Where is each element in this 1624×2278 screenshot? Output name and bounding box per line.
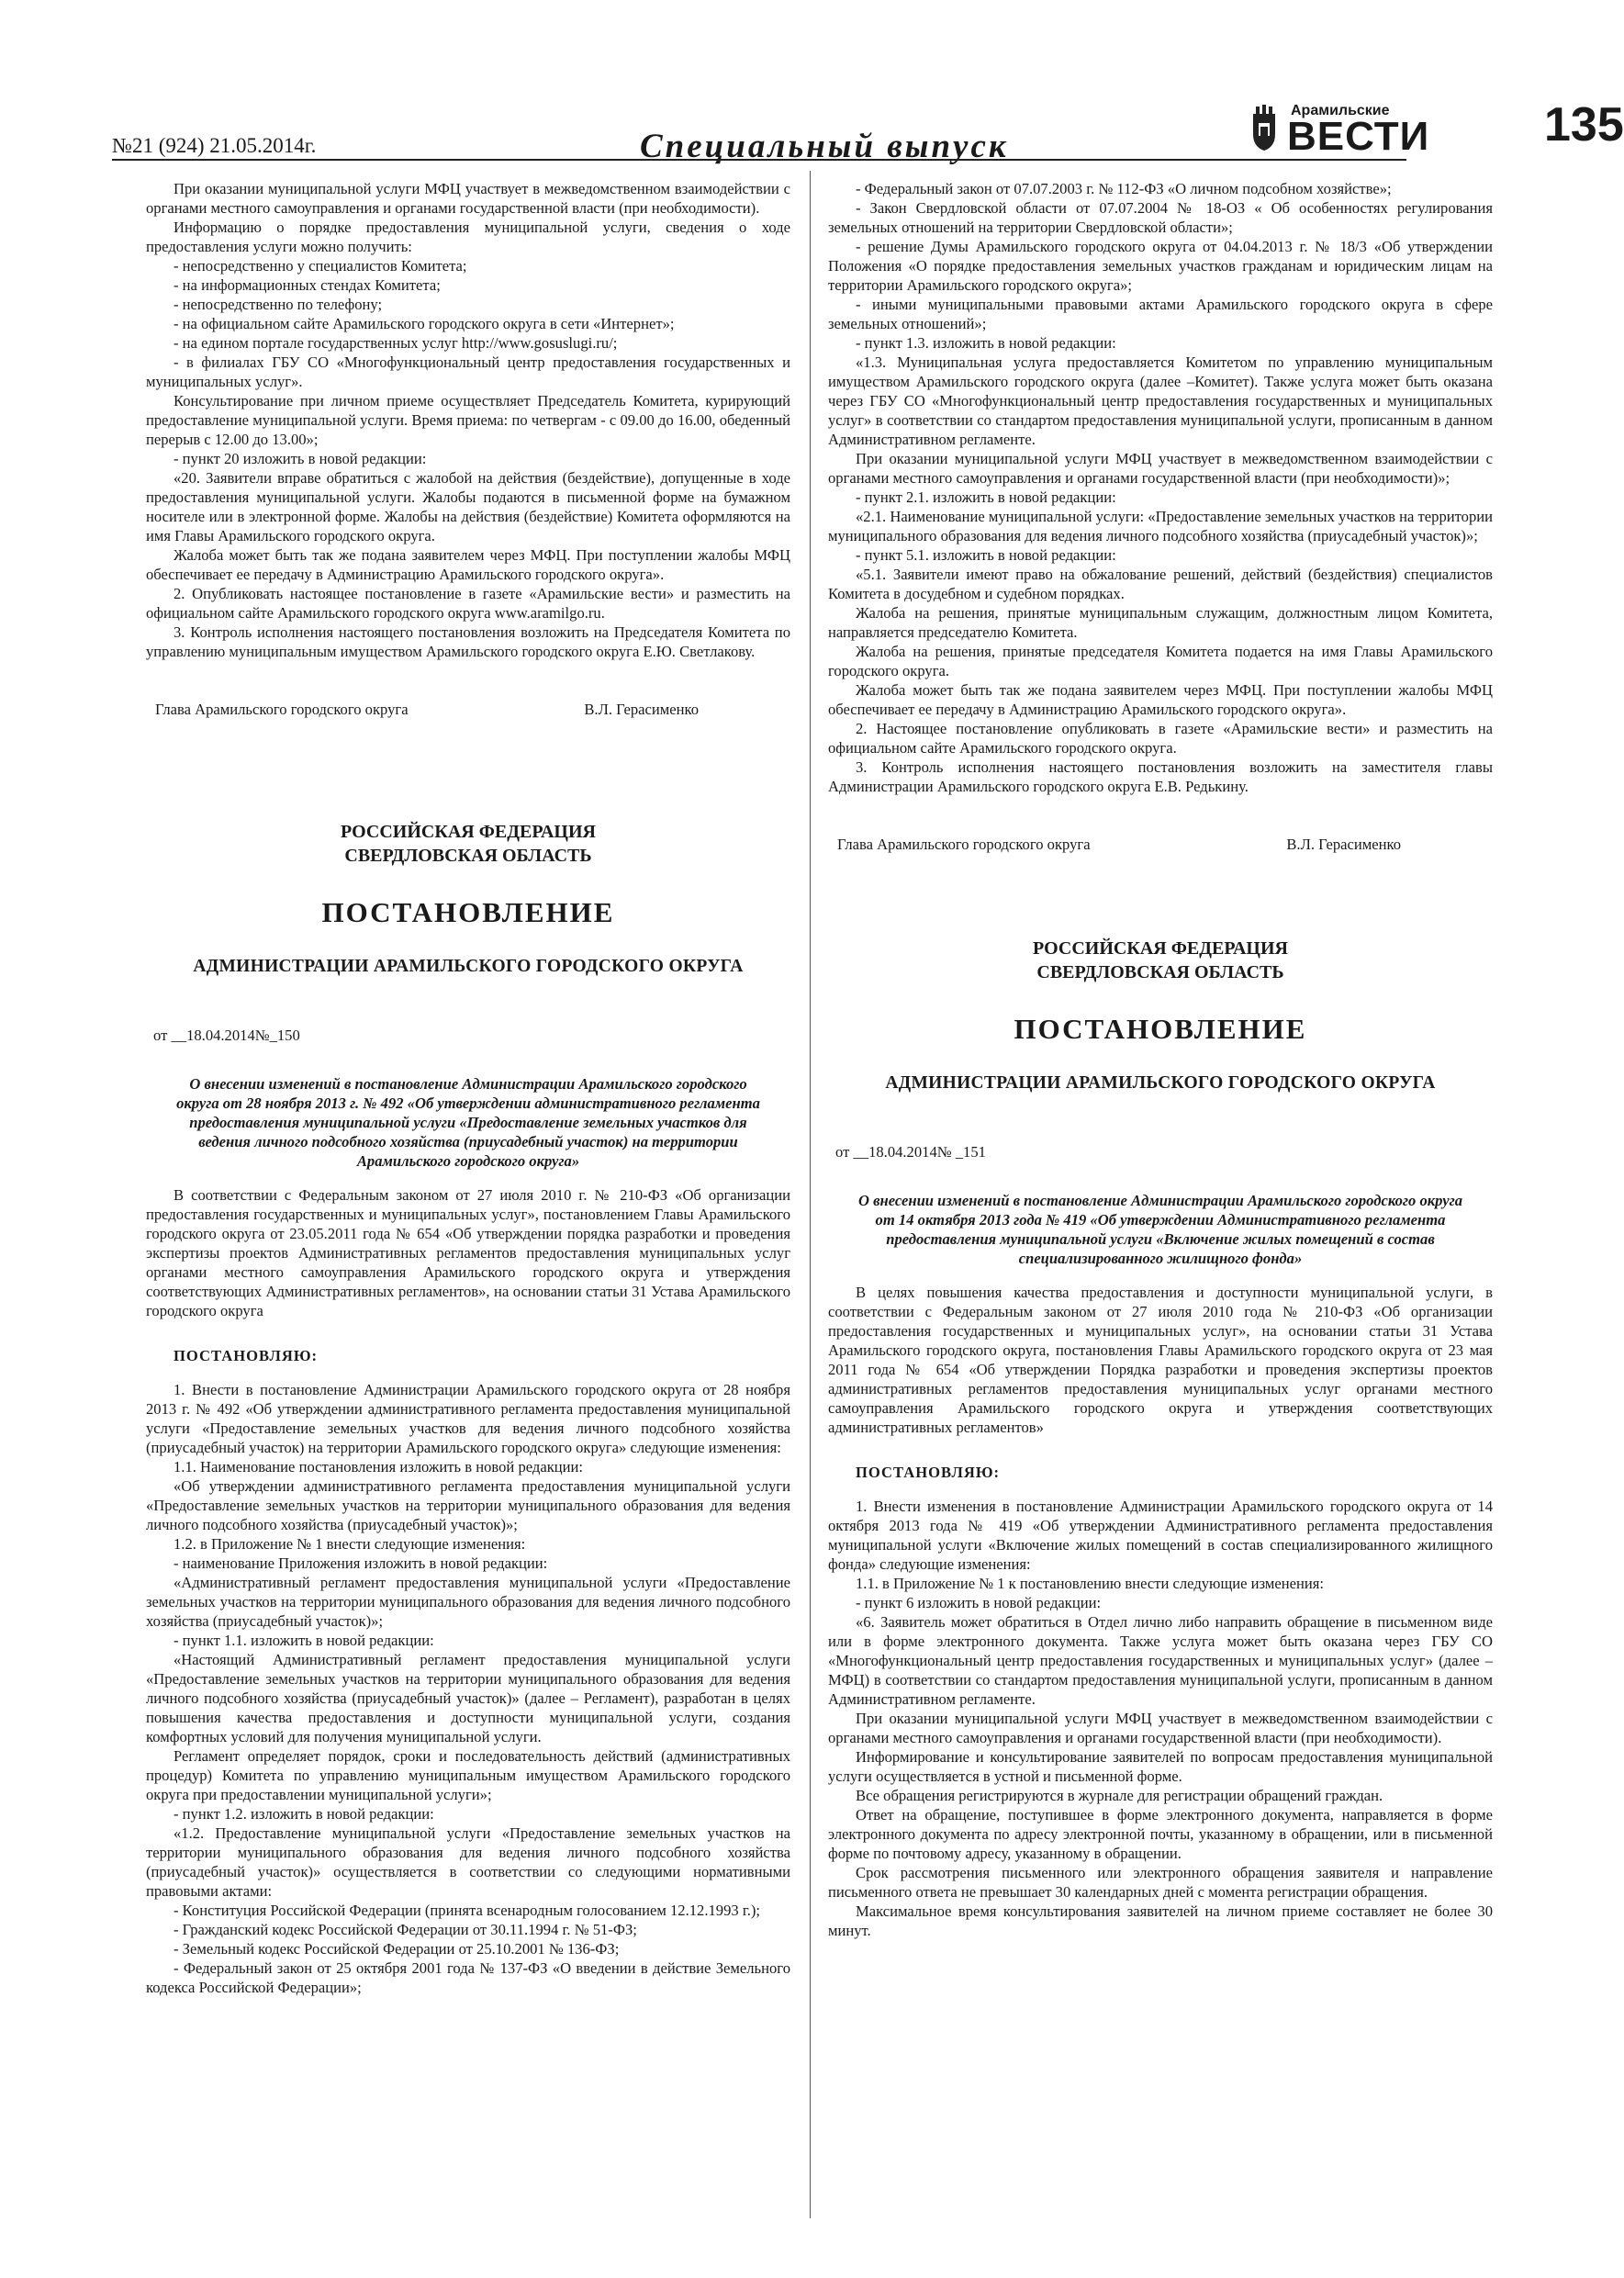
list-item: - иными муниципальными правовыми актами Арамильского городского округа в сфере земельных отношений»;	[828, 296, 1493, 332]
paragraph: Консультирование при личном приеме осуществляет Председатель Комитета, курирующий предоставление муниципальной услуги. Время приема: по четвергам - с 09.00 до 16.00, обеденный перерыв с 12.00 до 13.00»;	[146, 392, 790, 448]
list-item: - в филиалах ГБУ СО «Многофункциональный центр предоставления государственных и муниципальных услуг».	[146, 353, 790, 390]
left-intro	[146, 179, 790, 661]
logo-subtitle: Арамильские	[1291, 103, 1390, 118]
paragraph: 1.1. в Приложение № 1 к постановлению внести следующие изменения:	[856, 1575, 1324, 1592]
paragraph: При оказании муниципальной услуги МФЦ участвует в межведомственном взаимодействии с органами местного самоуправления и органами государственной власти (при необходимости)»;	[828, 450, 1493, 487]
paragraph: Ответ на обращение, поступившее в форме электронного документа, направляется в форме электронного документа по адресу электронной почты, указанному в обращении, или в письменной форме по почтовому адресу, указанному в обращении.	[828, 1806, 1493, 1862]
decree-body	[146, 1380, 790, 1997]
federation-label: РОССИЙСКАЯ ФЕДЕРАЦИЯ	[1032, 938, 1288, 959]
town-crest-icon	[1250, 105, 1278, 152]
right-column	[828, 179, 1493, 1940]
paragraph: «1.2. Предоставление муниципальной услуги «Предоставление земельных участков на территории муниципального образования для ведения личного подсобного хозяйства (приусадебный участок)» осуществляется в соответствии со следующими нормативными правовыми актами:	[146, 1824, 790, 1900]
signature-name: В.Л. Герасименко	[584, 701, 699, 718]
paragraph: Срок рассмотрения письменного или электронного обращения заявителя и направление письменного ответа не превышает 30 календарных дней с момента регистрации обращения.	[828, 1864, 1493, 1901]
special-edition-title: Специальный выпуск	[640, 128, 1009, 165]
signature-line	[155, 700, 699, 719]
paragraph: «Об утверждении административного регламента предоставления муниципальной услуги «Предоставление земельных участков на территории муниципального образования для ведения личного подсобного хозяйства (приусадебный участок)»;	[146, 1477, 790, 1533]
paragraph: Жалоба на решения, принятые муниципальным служащим, должностным лицом Комитета, направляется председателю Комитета.	[828, 604, 1493, 641]
list-item: - Конституция Российской Федерации (принята всенародным голосованием 12.12.1993 г.);	[174, 1902, 761, 1919]
paragraph: При оказании муниципальной услуги МФЦ участвует в межведомственном взаимодействии с органами местного самоуправления и органами государственной власти (при необходимости).	[828, 1710, 1493, 1746]
decree-title: ПОСТАНОВЛЕНИЕ	[1014, 1013, 1307, 1045]
paragraph: 3. Контроль исполнения настоящего постановления возложить на Председателя Комитета по управлению муниципальным имуществом Арамильского городского округа Е.Ю. Светлакову.	[146, 623, 790, 660]
decree-subject: О внесении изменений в постановление Администрации Арамильского городского округа от 28 ноября 2013 г. № 492 «Об утверждении административного регламента предоставления муниципальной услуги «Предоставление земельных участков для ведения личного подсобного хозяйства (приусадебный участок) на территории Арамильского городского округа»	[176, 1075, 760, 1170]
page-number: 135	[1544, 98, 1624, 151]
paragraph: - пункт 20 изложить в новой редакции:	[174, 450, 427, 467]
signature-line	[837, 835, 1401, 854]
signature-title: Глава Арамильского городского округа	[155, 701, 409, 718]
paragraph: Жалоба на решения, принятые председателя Комитета подается на имя Главы Арамильского городского округа.	[828, 643, 1493, 679]
paragraph: Жалоба может быть так же подана заявителем через МФЦ. При поступлении жалобы МФЦ обеспечивает ее передачу в Администрацию Арамильского городского округа».	[828, 681, 1493, 718]
decree-151-heading	[828, 937, 1493, 1093]
paragraph: Информацию о порядке предоставления муниципальной услуги, сведения о ходе предоставления услуги можно получить:	[146, 219, 790, 255]
decree-authority	[146, 820, 790, 868]
decree-title: ПОСТАНОВЛЕНИЕ	[321, 896, 615, 928]
paragraph: 2. Настоящее постановление опубликовать в газете «Арамильские вести» и разместить на официальном сайте Арамильского городского округа.	[828, 720, 1493, 757]
paragraph: 3. Контроль исполнения настоящего постановления возложить на заместителя главы Администрации Арамильского городского округа Е.В. Редькину.	[828, 758, 1493, 795]
paragraph: 1.2. в Приложение № 1 внести следующие изменения:	[174, 1535, 526, 1553]
list-item: - Земельный кодекс Российской Федерации от 25.10.2001 № 136-ФЗ;	[174, 1940, 620, 1958]
signature-name: В.Л. Герасименко	[1286, 836, 1401, 853]
left-column	[146, 179, 790, 1997]
resolve-label: ПОСТАНОВЛЯЮ:	[856, 1464, 1001, 1481]
list-item: - Федеральный закон от 07.07.2003 г. № 112-ФЗ «О личном подсобном хозяйстве»;	[856, 180, 1392, 197]
list-item: - непосредственно по телефону;	[174, 296, 383, 313]
paragraph: «5.1. Заявители имеют право на обжалование решений, действий (бездействия) специалистов Комитета в досудебном и судебном порядках.	[828, 566, 1493, 602]
logo-title: ВЕСТИ	[1287, 114, 1430, 159]
region-label: СВЕРДЛОВСКАЯ ОБЛАСТЬ	[1036, 962, 1284, 982]
paragraph: 1. Внести изменения в постановление Администрации Арамильского городского округа от 14 октября 2013 года № 419 «Об утверждении Административного регламента предоставления муниципальной услуги «Включение жилых помещений в состав специализированного жилищного фонда» следующие изменения:	[828, 1498, 1493, 1573]
newspaper-logo	[1250, 98, 1624, 163]
list-item: - непосредственно у специалистов Комитета;	[174, 257, 467, 275]
list-item: - на едином портале государственных услуг http://www.gosuslugi.ru/;	[174, 334, 618, 352]
federation-label: РОССИЙСКАЯ ФЕДЕРАЦИЯ	[340, 822, 596, 842]
decree-issuer: АДМИНИСТРАЦИИ АРАМИЛЬСКОГО ГОРОДСКОГО ОКРУГА	[193, 957, 744, 976]
paragraph: - пункт 1.1. изложить в новой редакции:	[174, 1632, 434, 1649]
paragraph: «6. Заявитель может обратиться в Отдел лично либо направить обращение в письменном виде или в форме электронного документа. Также услуга может быть оказана через ГБУ СО «Многофункциональный центр предоставления государственных и муниципальных услуг» (далее – МФЦ) в соответствии со стандартом предоставления муниципальной услуги, прописанным в данном Административном регламенте.	[828, 1613, 1493, 1708]
paragraph: Максимальное время консультирования заявителей на личном приеме составляет не более 30 минут.	[828, 1902, 1493, 1939]
decree-150-heading	[146, 820, 790, 976]
paragraph: «Настоящий Административный регламент предоставления муниципальной услуги «Предоставление земельных участков на территории муниципального образования для ведения личного подсобного хозяйства (приусадебный участок)» (далее – Регламент), разработан в целях повышения качества предоставления и доступности муниципальной услуги, создания комфортных условий для получения муниципальной услуги.	[146, 1651, 790, 1745]
list-item: - Гражданский кодекс Российской Федерации от 30.11.1994 г. № 51-ФЗ;	[174, 1921, 637, 1938]
issue-info: №21 (924) 21.05.2014г.	[112, 134, 317, 157]
right-intro	[828, 179, 1493, 796]
decree-number: от __18.04.2014№ _151	[835, 1143, 986, 1161]
decree-subject: О внесении изменений в постановление Администрации Арамильского городского округа от 14 октября 2013 года № 419 «Об утверждении Административного регламента предоставления муниципальной услуги «Включение жилых помещений в состав специализированного жилищного фонда»	[857, 1192, 1463, 1267]
decree-preamble: В соответствии с Федеральным законом от 27 июля 2010 г. № 210-ФЗ «Об организации предоставления государственных и муниципальных услуг», постановлением Главы Арамильского городского округа от 23.05.2011 года № 654 «Об утверждении порядка разработки и проведения экспертизы проектов Административных регламентов предоставления муниципальных услуг органами местного самоуправления Арамильского городского округа и утверждения соответствующих Административных регламентов», на основании статьи 31 Устава Арамильского городского округа	[146, 1186, 790, 1319]
paragraph: Жалоба может быть так же подана заявителем через МФЦ. При поступлении жалобы МФЦ обеспечивает ее передачу в Администрацию Арамильского городского округа».	[146, 546, 790, 583]
resolve-label: ПОСТАНОВЛЯЮ:	[174, 1347, 319, 1364]
decree-resolve	[146, 1346, 790, 1365]
decree-preamble: В целях повышения качества предоставления и доступности муниципальной услуги, в соответствии с Федеральным законом от 27 июля 2010 года № 210-ФЗ «Об организации предоставления государственных и муниципальных услуг», на основании статьи 31 Устава Арамильского городского округа, постановления Главы Арамильского городского округа от 23 мая 2011 года № 654 «Об утверждении Порядка разработки и проведения экспертизы проектов административных регламентов предоставления муниципальных услуг органами местного самоуправления Арамильского городского округа и утверждения соответствующих административных регламентов»	[828, 1284, 1493, 1436]
paragraph: «1.3. Муниципальная услуга предоставляется Комитетом по управлению муниципальным имуществом Арамильского городского округа (далее –Комитет). Также услуга может быть оказана через ГБУ СО «Многофункциональный центр предоставления государственных и муниципальных услуг» в соответствии со стандартом предоставления муниципальной услуги, прописанным в данном Административном регламенте.	[828, 353, 1493, 448]
paragraph: При оказании муниципальной услуги МФЦ участвует в межведомственном взаимодействии с органами местного самоуправления и органами государственной власти (при необходимости).	[146, 180, 790, 217]
paragraph: - пункт 5.1. изложить в новой редакции:	[856, 546, 1116, 564]
decree-resolve	[828, 1463, 1493, 1482]
list-item: - решение Думы Арамильского городского округа от 04.04.2013 г. № 18/3 «Об утверждении Положения «О порядке предоставления земельных участков гражданам и юридическим лицам на территории Арамильского городского округа»;	[828, 238, 1493, 294]
decree-number: от __18.04.2014№_150	[153, 1027, 300, 1044]
paragraph: Информирование и консультирование заявителей по вопросам предоставления муниципальной услуги осуществляется в устной и письменной форме.	[828, 1748, 1493, 1785]
paragraph: «Административный регламент предоставления муниципальной услуги «Предоставление земельных участков на территории муниципального образования для ведения личного подсобного хозяйства (приусадебный участок)»;	[146, 1574, 790, 1630]
paragraph: «2.1. Наименование муниципальной услуги: «Предоставление земельных участков на территории муниципального образования для ведения личного подсобного хозяйства (приусадебный участок)»;	[828, 508, 1494, 544]
paragraph: - наименование Приложения изложить в новой редакции:	[174, 1554, 548, 1572]
paragraph: 1. Внести в постановление Администрации Арамильского городского округа от 28 ноября 2013 г. № 492 «Об утверждении административного регламента предоставления муниципальной услуги «Предоставление земельных участков для ведения личного подсобного хозяйства (приусадебный участок) на территории Арамильского городского округа» следующие изменения:	[146, 1381, 790, 1456]
paragraph: - пункт 1.2. изложить в новой редакции:	[174, 1805, 434, 1823]
page-header	[112, 98, 1624, 165]
paragraph: Все обращения регистрируются в журнале для регистрации обращений граждан.	[856, 1787, 1383, 1804]
list-item: - Федеральный закон от 25 октября 2001 года № 137-ФЗ «О введении в действие Земельного кодекса Российской Федерации»;	[146, 1959, 790, 1996]
region-label: СВЕРДЛОВСКАЯ ОБЛАСТЬ	[344, 846, 592, 866]
signature-title: Глава Арамильского городского округа	[837, 836, 1091, 853]
decree-issuer: АДМИНИСТРАЦИИ АРАМИЛЬСКОГО ГОРОДСКОГО ОКРУГА	[885, 1073, 1436, 1093]
paragraph: - пункт 2.1. изложить в новой редакции:	[856, 488, 1116, 506]
paragraph: 1.1. Наименование постановления изложить в новой редакции:	[174, 1458, 584, 1476]
list-item: - Закон Свердловской области от 07.07.2004 № 18-ОЗ « Об особенностях регулирования земельных отношений на территории Свердловской области»;	[828, 199, 1493, 236]
paragraph: 2. Опубликовать настоящее постановление в газете «Арамильские вести» и разместить на официальном сайте Арамильского городского округа www.aramilgo.ru.	[146, 585, 790, 622]
header-rule	[112, 159, 1406, 161]
paragraph: - пункт 6 изложить в новой редакции:	[856, 1594, 1102, 1611]
paragraph: «20. Заявители вправе обратиться с жалобой на действия (бездействие), допущенные в ходе предоставления муниципальной услуги. Жалобы подаются в письменной форме на бумажном носителе или в электронной форме. Жалобы на действия (бездействие) Комитета оформляются на имя Главы Арамильского городского округа.	[146, 469, 790, 544]
column-divider	[810, 171, 811, 2218]
list-item: - на информационных стендах Комитета;	[174, 276, 441, 294]
list-item: - на официальном сайте Арамильского городского округа в сети «Интернет»;	[174, 315, 675, 332]
paragraph: Регламент определяет порядок, сроки и последовательность действий (административных процедур) Комитета по управлению муниципальным имуществом Арамильского городского округа при предоставлении муниципальной услуги»;	[146, 1747, 790, 1803]
decree-authority	[828, 937, 1493, 984]
paragraph: - пункт 1.3. изложить в новой редакции:	[856, 334, 1116, 352]
decree-body	[828, 1497, 1493, 1940]
